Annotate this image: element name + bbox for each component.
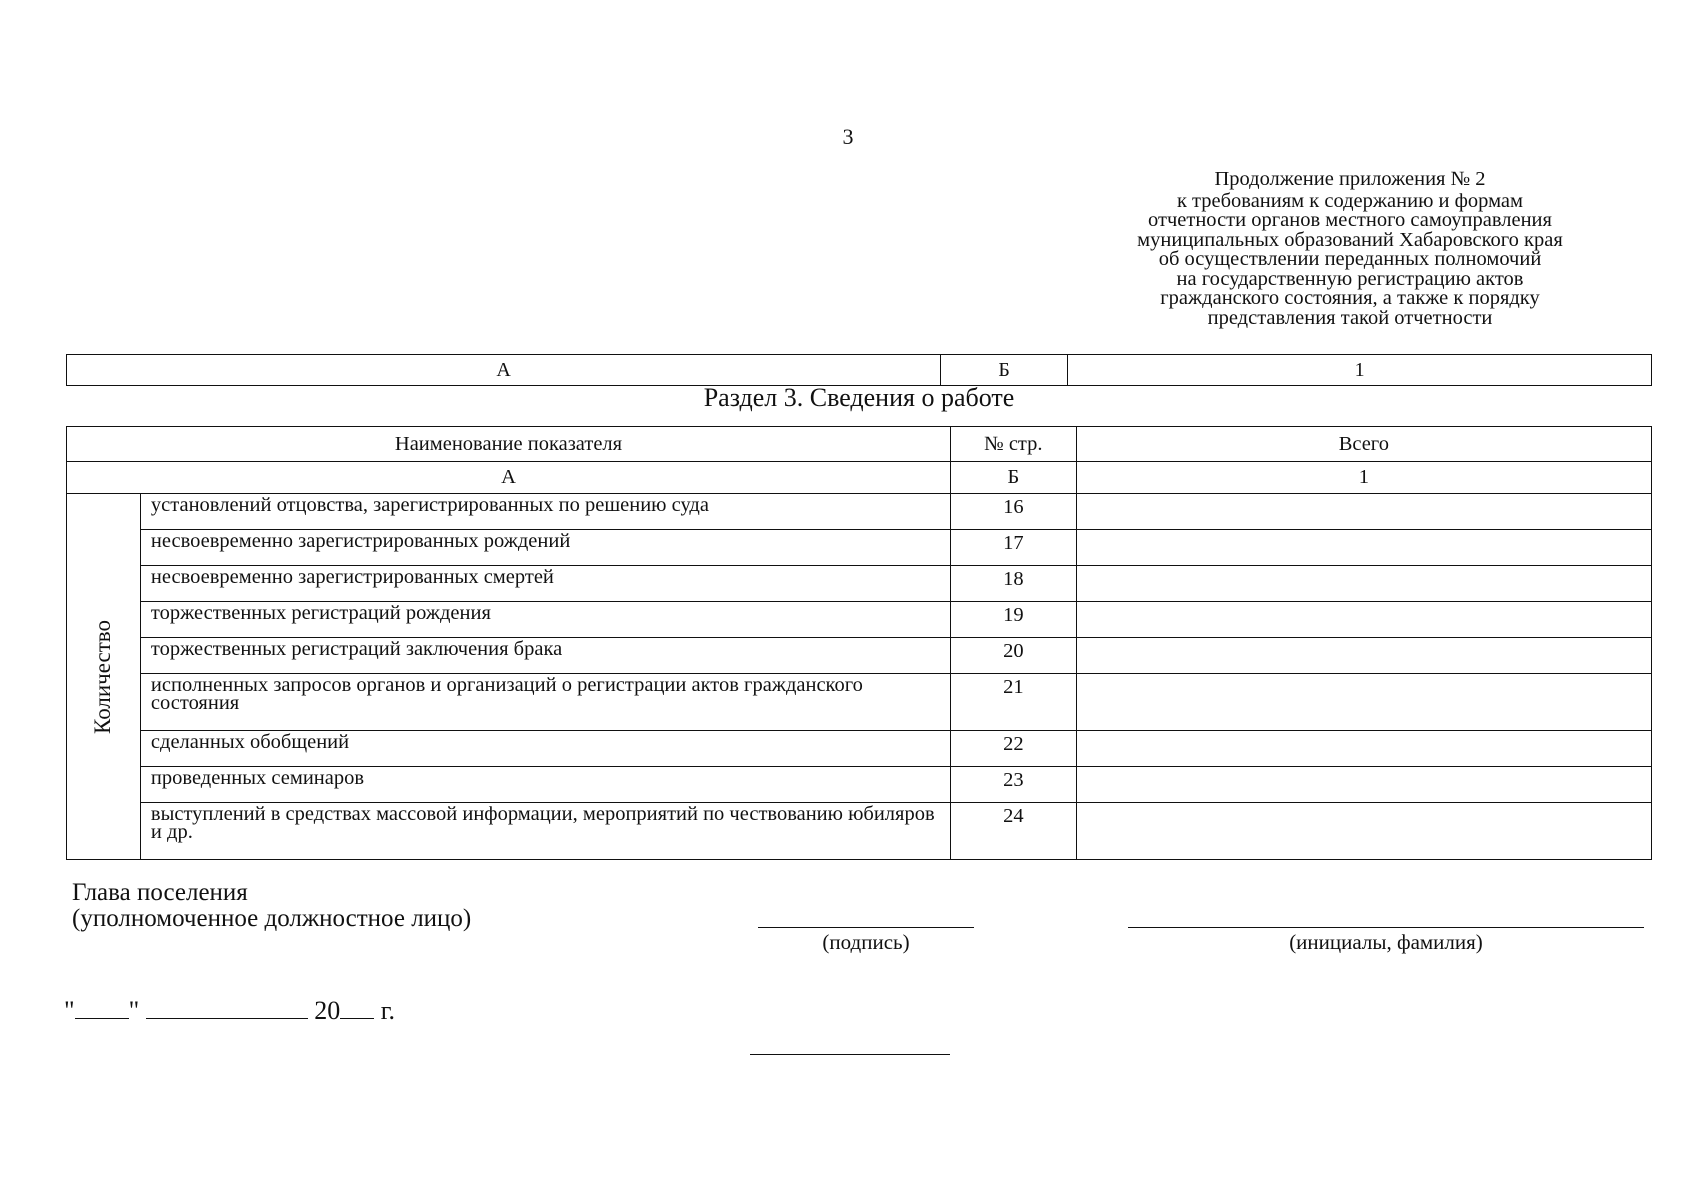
row-total-cell[interactable] <box>1076 803 1651 860</box>
row-label: исполненных запросов органов и организаций о регистрации актов гражданского состояния <box>140 674 950 731</box>
row-number: 20 <box>951 638 1077 674</box>
table-row <box>67 638 1652 674</box>
group-label-cell <box>67 494 141 860</box>
appendix-title: Продолжение приложения № 2 <box>1214 168 1486 190</box>
row-number: 18 <box>951 566 1077 602</box>
signatory-title-line: (уполномоченное должностное лицо) <box>72 905 472 932</box>
row-number: 24 <box>951 803 1077 860</box>
appendix-line: об осуществлении переданных полномочий <box>1158 248 1542 270</box>
bottom-divider <box>750 1054 950 1055</box>
appendix-line: на государственную регистрацию актов <box>1176 267 1524 290</box>
row-total-cell[interactable] <box>1076 638 1651 674</box>
row-label: несвоевременно зарегистрированных смертей <box>140 566 950 602</box>
date-quote-open: " <box>64 996 75 1025</box>
row-total-cell[interactable] <box>1076 602 1651 638</box>
date-field <box>64 996 395 1026</box>
row-number: 21 <box>951 674 1077 731</box>
name-caption: (инициалы, фамилия) <box>1289 930 1483 954</box>
row-number: 23 <box>951 767 1077 803</box>
year-blank[interactable] <box>340 996 374 1019</box>
row-label: торжественных регистраций заключения брака <box>140 638 950 674</box>
appendix-line: представления такой отчетности <box>1207 306 1493 329</box>
work-info-table <box>66 426 1652 860</box>
appendix-line: к требованиям к содержанию и формам <box>1176 189 1524 212</box>
header-name: Наименование показателя <box>67 427 951 462</box>
index-b: Б <box>951 462 1077 494</box>
month-blank[interactable] <box>146 996 308 1019</box>
year-suffix: г. <box>374 996 395 1025</box>
appendix-header <box>1110 170 1590 328</box>
signature-caption: (подпись) <box>822 930 910 954</box>
table-row <box>67 602 1652 638</box>
table-header-row <box>67 427 1652 462</box>
row-label: установлений отцовства, зарегистрированных по решению суда <box>140 494 950 530</box>
appendix-line: муниципальных образований Хабаровского края <box>1137 228 1563 251</box>
row-number: 16 <box>951 494 1077 530</box>
appendix-line: гражданского состояния, а также к порядку <box>1160 287 1540 309</box>
table-row <box>67 767 1652 803</box>
appendix-line: отчетности органов местного самоуправления <box>1148 209 1552 231</box>
column-a-label: А <box>67 355 941 386</box>
index-1: 1 <box>1076 462 1651 494</box>
table-row <box>67 803 1652 860</box>
column-1-label: 1 <box>1068 355 1652 386</box>
row-number: 17 <box>951 530 1077 566</box>
row-total-cell[interactable] <box>1076 731 1651 767</box>
table-row <box>67 494 1652 530</box>
section-title: Раздел 3. Сведения о работе <box>703 383 1015 412</box>
row-label: торжественных регистраций рождения <box>140 602 950 638</box>
header-line-no: № стр. <box>951 427 1077 462</box>
row-number: 22 <box>951 731 1077 767</box>
row-total-cell[interactable] <box>1076 494 1651 530</box>
table-row <box>67 674 1652 731</box>
row-label: несвоевременно зарегистрированных рождений <box>140 530 950 566</box>
table-row <box>67 530 1652 566</box>
date-quote-close: " <box>128 996 140 1025</box>
day-blank[interactable] <box>75 996 129 1019</box>
table-row <box>67 566 1652 602</box>
row-label: проведенных семинаров <box>140 767 950 803</box>
header-total: Всего <box>1076 427 1651 462</box>
column-b-label: Б <box>941 355 1068 386</box>
row-label: выступлений в средствах массовой информации, мероприятий по чествованию юбиляров и др. <box>140 803 950 860</box>
year-prefix: 20 <box>314 996 341 1025</box>
signatory-title <box>72 880 471 932</box>
row-number: 19 <box>951 602 1077 638</box>
row-total-cell[interactable] <box>1076 530 1651 566</box>
table-row <box>67 731 1652 767</box>
row-total-cell[interactable] <box>1076 674 1651 731</box>
group-label: Количество <box>90 619 116 734</box>
row-total-cell[interactable] <box>1076 566 1651 602</box>
name-line[interactable] <box>1128 927 1644 928</box>
page-number: 3 <box>842 124 854 149</box>
signatory-title-line: Глава поселения <box>72 879 248 906</box>
signature-line[interactable] <box>758 927 974 928</box>
column-index-table <box>66 354 1652 386</box>
index-a: А <box>67 462 951 494</box>
row-label: сделанных обобщений <box>140 731 950 767</box>
row-total-cell[interactable] <box>1076 767 1651 803</box>
table-index-row <box>67 462 1652 494</box>
